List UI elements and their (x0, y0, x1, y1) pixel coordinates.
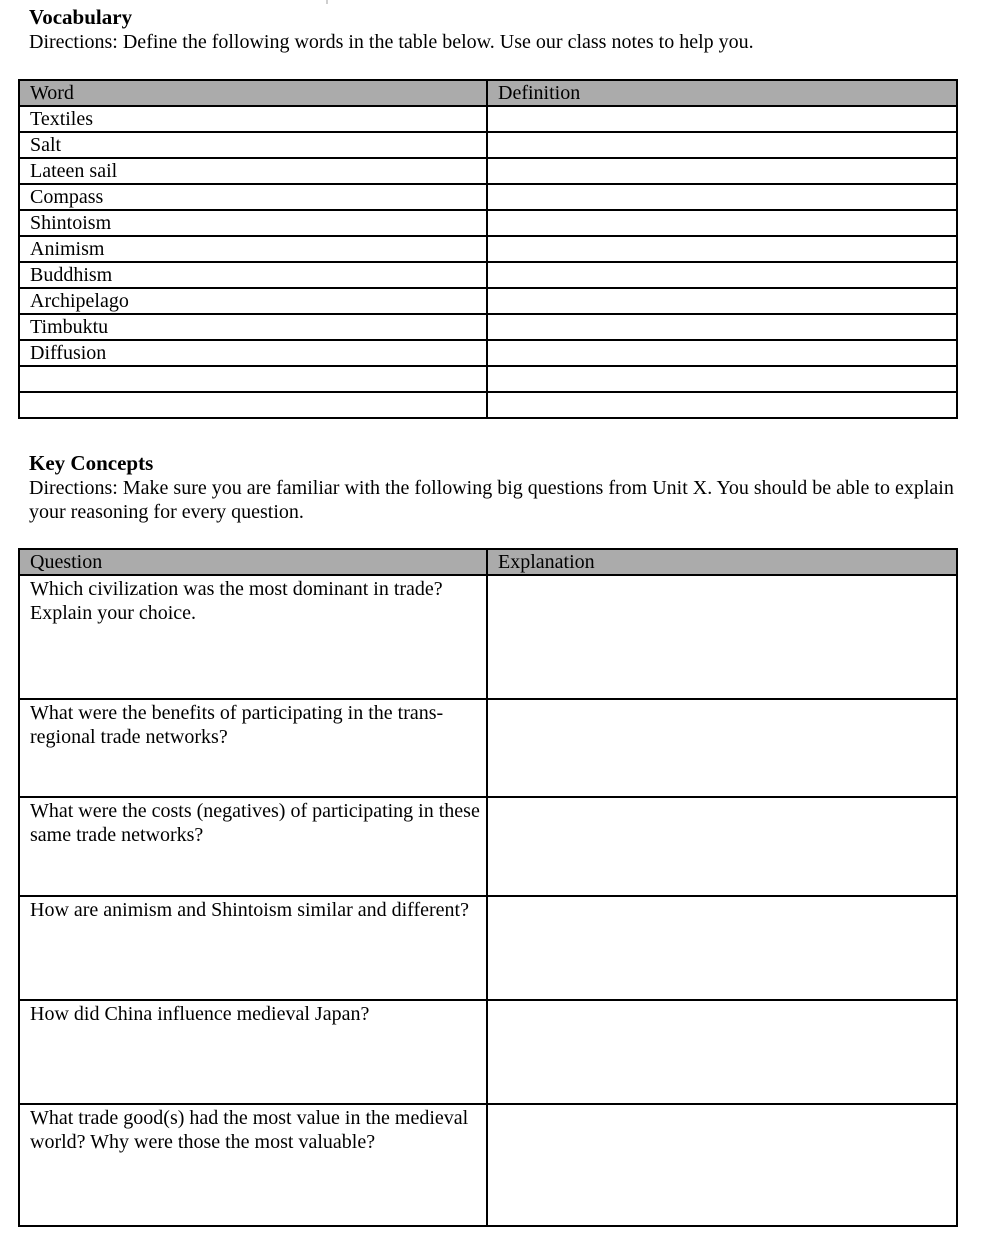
vocab-word-cell: Compass (19, 184, 487, 210)
explanation-cell[interactable] (487, 1104, 957, 1226)
key-concepts-title: Key Concepts (29, 451, 154, 475)
question-cell: What trade good(s) had the most value in the medieval world? Why were those the most valuable? (19, 1104, 487, 1226)
table-row (19, 132, 957, 158)
definition-cell[interactable] (487, 366, 957, 392)
vocab-word-cell: Diffusion (19, 340, 487, 366)
table-row (19, 896, 957, 1000)
definition-cell[interactable] (487, 314, 957, 340)
question-cell: What were the benefits of participating in the trans-regional trade networks? (19, 699, 487, 797)
definition-cell[interactable] (487, 236, 957, 262)
question-column-header: Question (19, 549, 487, 575)
table-row (19, 575, 957, 699)
explanation-column-header: Explanation (487, 549, 957, 575)
table-row (19, 210, 957, 236)
vocabulary-title: Vocabulary (29, 5, 133, 29)
table-row (19, 1000, 957, 1104)
table-row (19, 106, 957, 132)
vocab-word-cell: Textiles (19, 106, 487, 132)
definition-cell[interactable] (487, 184, 957, 210)
question-cell: How did China influence medieval Japan? (19, 1000, 487, 1104)
table-row (19, 236, 957, 262)
table-row (19, 158, 957, 184)
table-row (19, 340, 957, 366)
vocab-word-cell: Archipelago (19, 288, 487, 314)
table-row (19, 288, 957, 314)
definition-cell[interactable] (487, 340, 957, 366)
vocab-word-cell: Shintoism (19, 210, 487, 236)
vocabulary-table (18, 79, 958, 419)
table-row (19, 314, 957, 340)
vocab-word-cell: Salt (19, 132, 487, 158)
vocabulary-header-row (19, 80, 957, 106)
vocab-word-cell: Timbuktu (19, 314, 487, 340)
table-row (19, 366, 957, 392)
vocab-word-cell: Lateen sail (19, 158, 487, 184)
table-row (19, 262, 957, 288)
definition-cell[interactable] (487, 262, 957, 288)
table-row (19, 392, 957, 418)
vocabulary-directions: Directions: Define the following words in the table below. Use our class notes to help you. (29, 31, 754, 53)
definition-cell[interactable] (487, 158, 957, 184)
table-row (19, 797, 957, 896)
explanation-cell[interactable] (487, 797, 957, 896)
definition-cell[interactable] (487, 106, 957, 132)
explanation-cell[interactable] (487, 575, 957, 699)
vocab-word-cell: Buddhism (19, 262, 487, 288)
key-concepts-header-row (19, 549, 957, 575)
question-cell: What were the costs (negatives) of participating in these same trade networks? (19, 797, 487, 896)
page-top-mark (326, 0, 328, 4)
vocab-word-cell: Animism (19, 236, 487, 262)
table-row (19, 184, 957, 210)
definition-column-header: Definition (487, 80, 957, 106)
key-concepts-table (18, 548, 958, 1227)
explanation-cell[interactable] (487, 699, 957, 797)
vocab-word-cell[interactable] (19, 366, 487, 392)
definition-cell[interactable] (487, 392, 957, 418)
definition-cell[interactable] (487, 210, 957, 236)
question-cell: Which civilization was the most dominant in trade? Explain your choice. (19, 575, 487, 699)
table-row (19, 1104, 957, 1226)
key-concepts-directions: Directions: Make sure you are familiar with the following big questions from Unit X. You should be able to explain your reasoning for every question. (29, 477, 954, 523)
explanation-cell[interactable] (487, 1000, 957, 1104)
definition-cell[interactable] (487, 132, 957, 158)
word-column-header: Word (19, 80, 487, 106)
table-row (19, 699, 957, 797)
explanation-cell[interactable] (487, 896, 957, 1000)
vocab-word-cell[interactable] (19, 392, 487, 418)
question-cell: How are animism and Shintoism similar and different? (19, 896, 487, 1000)
definition-cell[interactable] (487, 288, 957, 314)
